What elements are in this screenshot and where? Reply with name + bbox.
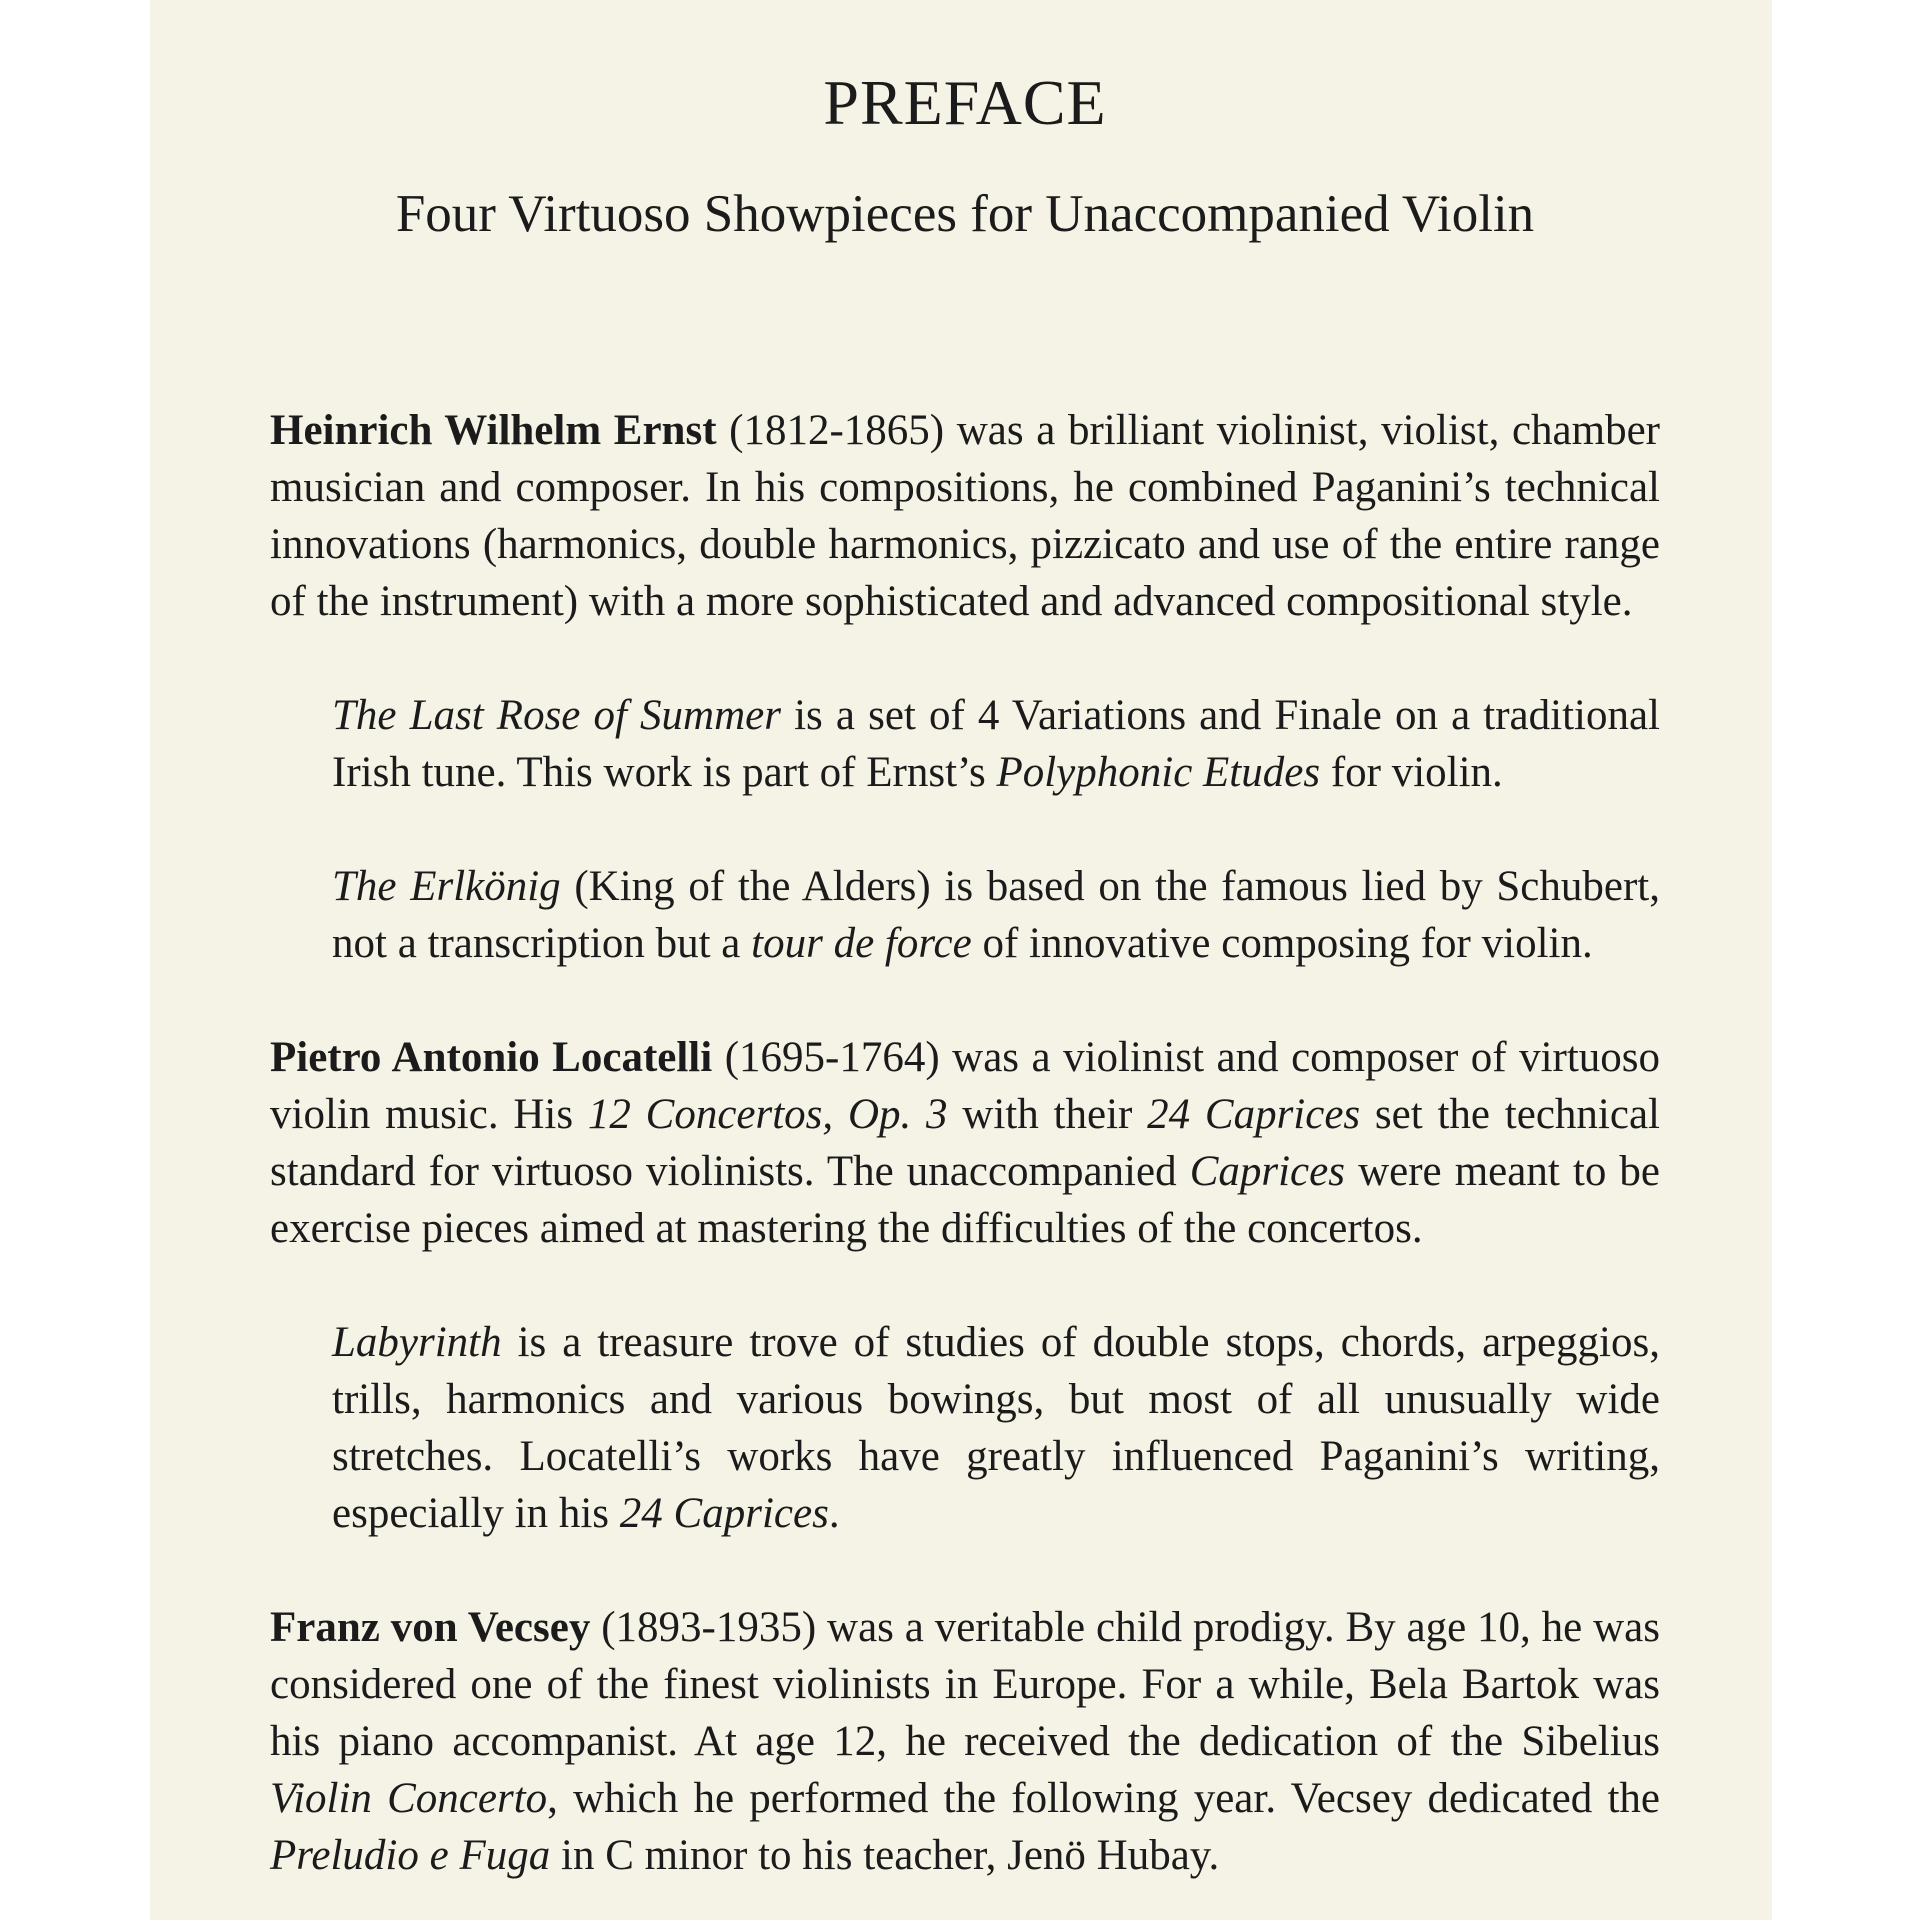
page-subtitle: Four Virtuoso Showpieces for Unaccompanied Violin [395,185,1535,243]
paragraph-locatelli-text-4: were meant to be exercise pieces aimed at mastering the difficulties of the concertos. [270,1148,1660,1252]
work-title-last-rose: The Last Rose of Summer [332,692,781,739]
paragraph-ernst [270,402,1660,630]
paragraph-labyrinth-text-2: . [828,1490,840,1537]
composer-name-ernst: Heinrich Wilhelm Ernst [270,407,717,454]
work-title-erlkonig: The Erlkönig [332,863,561,910]
paragraph-vecsey-text-2: , which he performed the following year. Vecsey dedicated the [547,1775,1660,1822]
paragraph-last-rose-text-1: is a set of 4 Variations and Finale on a traditional Irish tune. This work is part of Ernst’s [332,692,1660,796]
paragraph-locatelli-text-2: with their [947,1091,1148,1138]
paragraph-vecsey-text-1: (1893-1935) was a veritable child prodigy. By age 10, he was considered one of the finest violinists in Europe. For a while, Bela Bartok was his piano accompanist. At age 12, he received the dedication of the Sibelius [270,1604,1660,1765]
composer-name-vecsey: Franz von Vecsey [270,1604,591,1651]
work-title-preludio-e-fuga: Preludio e Fuga [270,1832,551,1879]
phrase-tour-de-force: tour de force [751,920,972,967]
document-page [150,0,1772,1920]
work-title-caprices: Caprices [1189,1148,1345,1195]
work-title-24-caprices: 24 Caprices [1147,1091,1361,1138]
paragraph-last-rose [332,687,1660,801]
paragraph-labyrinth [332,1314,1660,1542]
paragraph-locatelli-text-1: (1695-1764) was a violinist and composer of virtuoso violin music. His [270,1034,1661,1138]
paragraph-vecsey [270,1599,1660,1884]
page-title: PREFACE [823,67,1107,138]
paragraph-locatelli-text-3: set the technical standard for virtuoso violinists. The unaccompanied [270,1091,1660,1195]
work-title-12-concertos: 12 Concertos, Op. 3 [587,1091,948,1138]
paragraph-ernst-text: (1812-1865) was a brilliant violinist, violist, chamber musician and composer. In his compositions, he combined Paganini’s technical innovations (harmonics, double harmonics, pizzicato and use of the entire range of the instrument) with a more sophisticated and advanced compositional style. [270,407,1660,625]
work-title-24-caprices-2: 24 Caprices [619,1490,829,1537]
work-title-violin-concerto: Violin Concerto [270,1775,548,1822]
work-title-labyrinth: Labyrinth [332,1319,502,1366]
paragraph-vecsey-text-3: in C minor to his teacher, Jenö Hubay. [550,1832,1220,1879]
composer-name-locatelli: Pietro Antonio Locatelli [270,1034,713,1081]
paragraph-erlkonig-text-1: (King of the Alders) is based on the famous lied by Schubert, not a transcription but a [332,863,1660,967]
paragraph-last-rose-text-2: for violin. [1320,749,1503,796]
work-title-polyphonic-etudes: Polyphonic Etudes [996,749,1321,796]
page-content [150,0,1772,1884]
paragraph-erlkonig-text-2: of innovative composing for violin. [971,920,1593,967]
paragraph-labyrinth-text-1: is a treasure trove of studies of double stops, chords, arpeggios, trills, harmonics and various bowings, but most of all unusually wide stretches. Locatelli’s works have greatly influenced Paganini’s writing, especially in his [332,1319,1660,1537]
paragraph-erlkonig [332,858,1660,972]
paragraph-locatelli [270,1029,1660,1257]
